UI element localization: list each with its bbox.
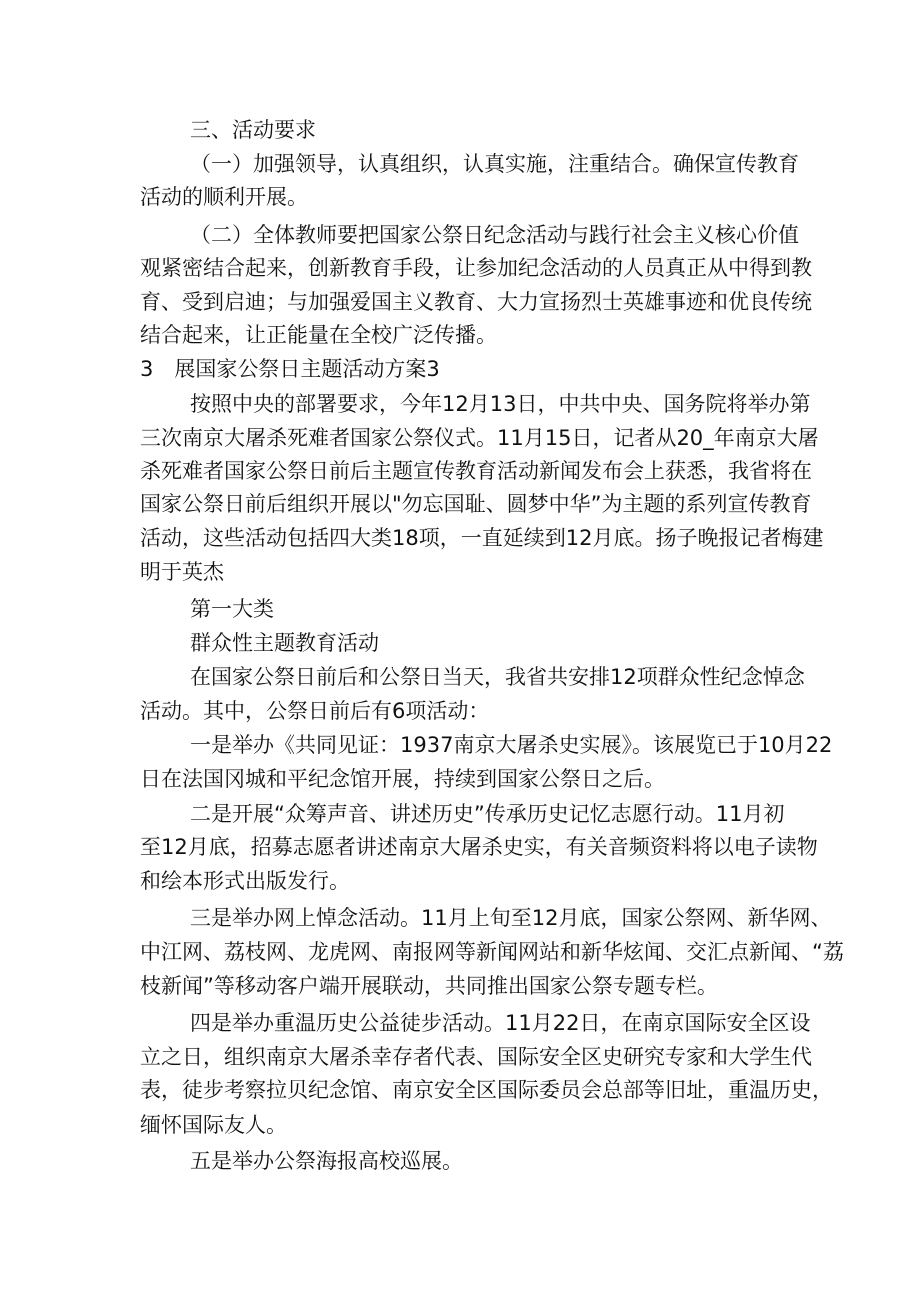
requirement-1-line-1: （一）加强领导，认真组织，认真实施，注重结合。确保宣传教育 xyxy=(190,152,799,176)
item-2-line-2: 至12月底，招募志愿者讲述南京大屠杀史实，有关音频资料将以电子读物 xyxy=(140,835,818,859)
category-1-name: 群众性主题教育活动 xyxy=(190,631,379,655)
item-2-line-3: 和绘本形式出版发行。 xyxy=(140,869,350,893)
item-3-line-2: 中江网、荔枝网、龙虎网、南报网等新闻网站和新华炫闻、交汇点新闻、“荔 xyxy=(140,940,844,964)
intro-line-1: 按照中央的部署要求，今年12月13日，中共中央、国务院将举办第 xyxy=(190,392,811,416)
requirement-2-line-1: （二）全体教师要把国家公祭日纪念活动与践行社会主义核心价值 xyxy=(190,223,799,247)
item-4-line-2: 立之日，组织南京大屠杀幸存者代表、国际安全区史研究专家和大学生代 xyxy=(140,1045,812,1069)
intro-line-3: 杀死难者国家公祭日前后主题宣传教育活动新闻发布会上获悉，我省将在 xyxy=(140,459,812,483)
item-4-line-4: 缅怀国际友人。 xyxy=(140,1113,287,1137)
intro-line-2: 三次南京大屠杀死难者国家公祭仪式。11月15日，记者从20_年南京大屠 xyxy=(140,426,819,450)
item-3-line-3: 枝新闻”等移动客户端开展联动，共同推出国家公祭专题专栏。 xyxy=(140,974,718,998)
item-1-line-2: 日在法国冈城和平纪念馆开展，持续到国家公祭日之后。 xyxy=(140,767,665,791)
section-heading: 三、活动要求 xyxy=(190,118,316,142)
item-1-line-1: 一是举办《共同见证：1937南京大屠杀史实展》。该展览已于10月22 xyxy=(190,733,833,757)
category-intro-line-2: 活动。其中，公祭日前后有6项活动： xyxy=(140,699,490,723)
item-4-line-1: 四是举办重温历史公益徒步活动。11月22日，在南京国际安全区设 xyxy=(190,1011,811,1035)
requirement-1-line-2: 活动的顺利开展。 xyxy=(140,185,308,209)
item-2-line-1: 二是开展“众筹声音、讲述历史”传承历史记忆志愿行动。11月初 xyxy=(190,802,785,826)
item-5-line-1: 五是举办公祭海报高校巡展。 xyxy=(190,1149,463,1173)
item-4-line-3: 表，徒步考察拉贝纪念馆、南京安全区国际委员会总部等旧址，重温历史， xyxy=(140,1078,833,1102)
category-1-heading: 第一大类 xyxy=(190,597,274,621)
category-intro-line-1: 在国家公祭日前后和公祭日当天，我省共安排12项群众性纪念悼念 xyxy=(190,665,805,689)
requirement-2-line-3: 育、受到启迪；与加强爱国主义教育、大力宣扬烈士英雄事迹和优良传统 xyxy=(140,290,812,314)
intro-line-6: 明于英杰 xyxy=(140,560,224,584)
intro-line-5: 活动，这些活动包括四大类18项，一直延续到12月底。扬子晚报记者梅建 xyxy=(140,526,824,550)
item-3-line-1: 三是举办网上悼念活动。11月上旬至12月底，国家公祭网、新华网、 xyxy=(190,906,832,930)
plan-title: 3 展国家公祭日主题活动方案3 xyxy=(140,357,440,381)
requirement-2-line-2: 观紧密结合起来，创新教育手段，让参加纪念活动的人员真正从中得到教 xyxy=(140,256,812,280)
intro-line-4: 国家公祭日前后组织开展以"勿忘国耻、圆梦中华”为主题的系列宣传教育 xyxy=(140,492,812,516)
requirement-2-line-4: 结合起来，让正能量在全校广泛传播。 xyxy=(140,323,497,347)
